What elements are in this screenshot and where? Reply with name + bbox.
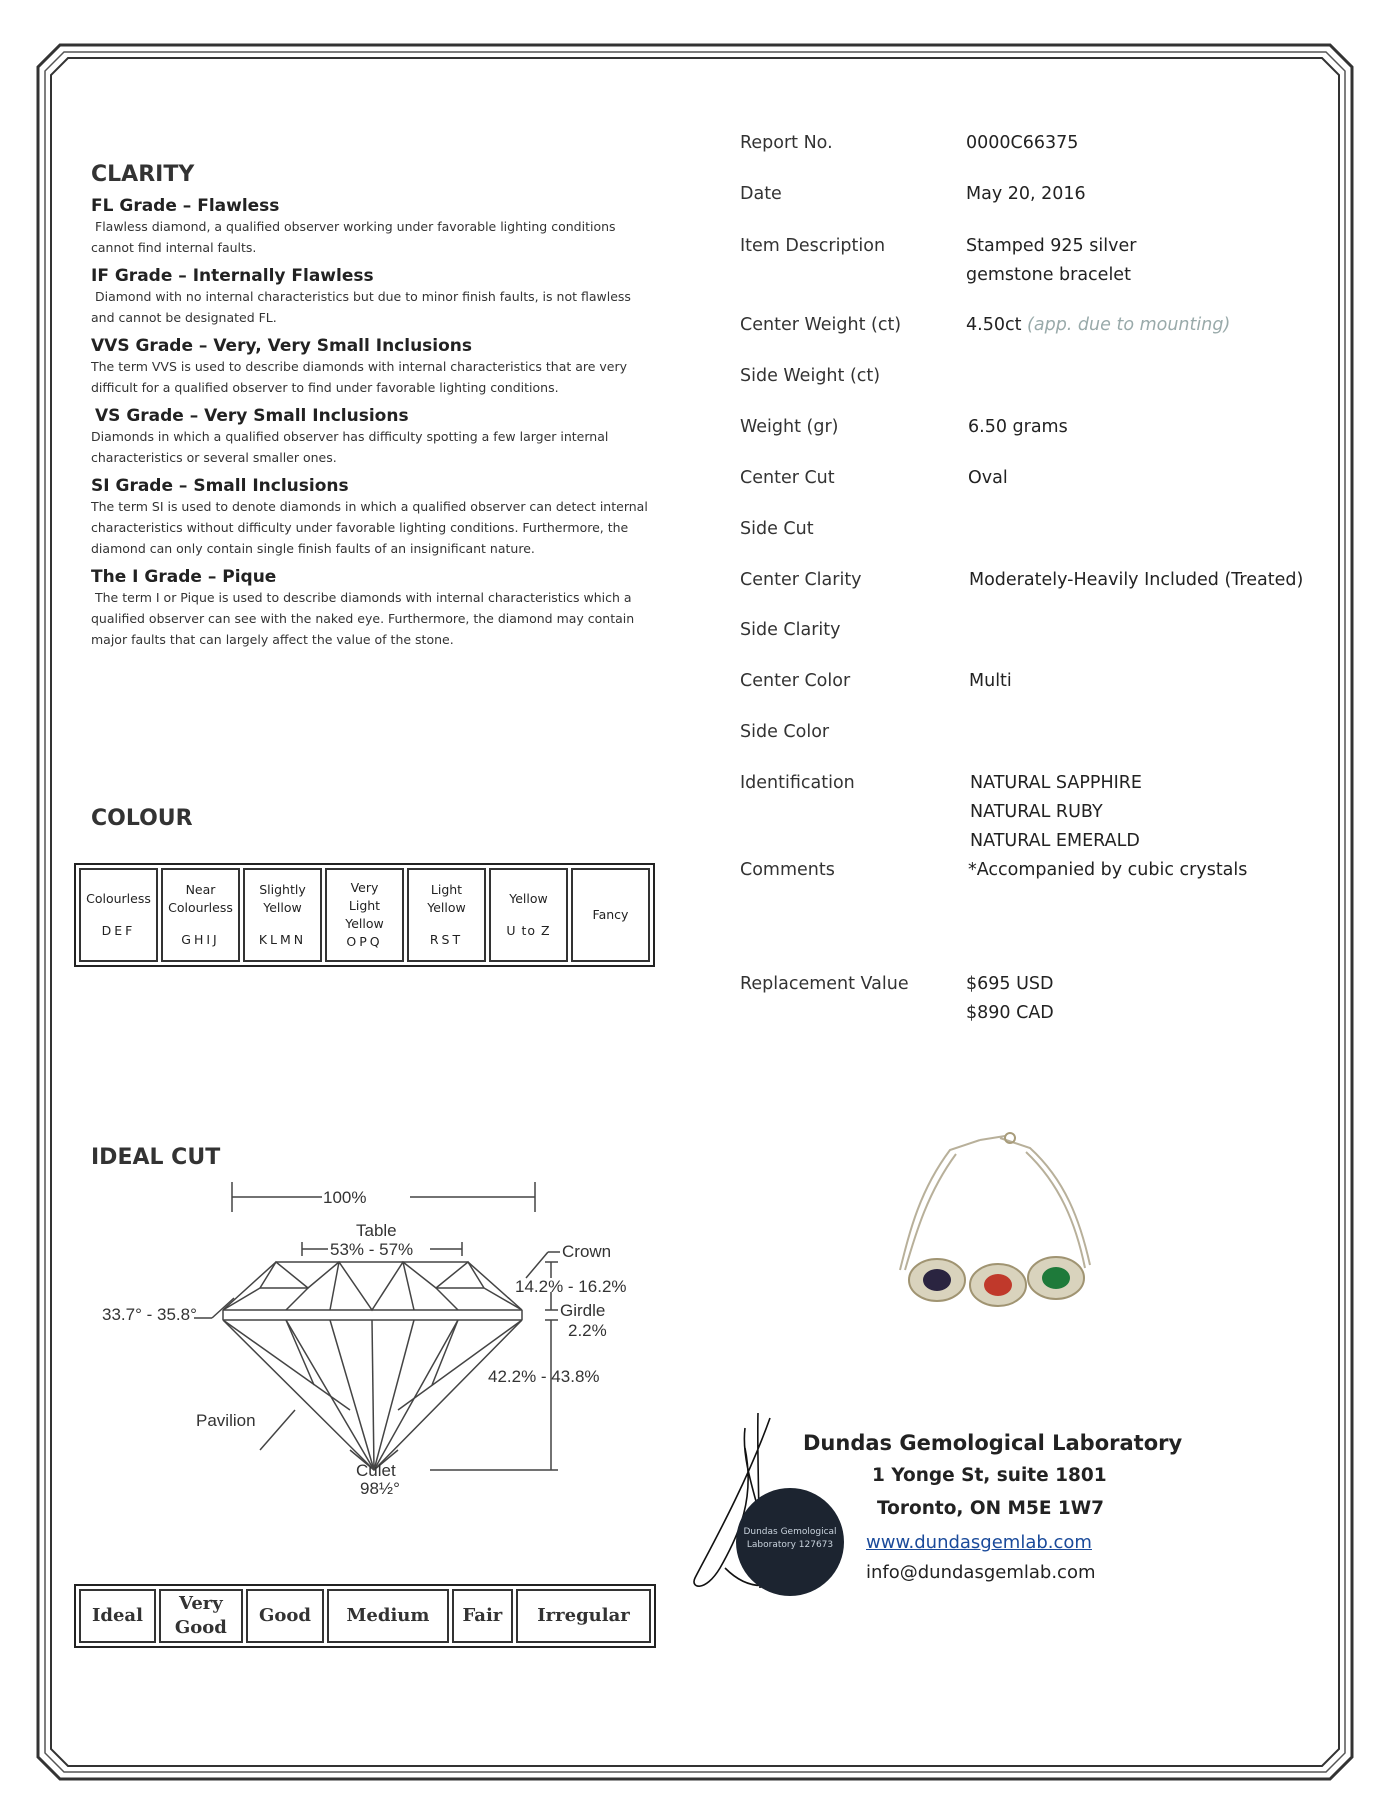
clarity-grade-vs	[91, 406, 651, 468]
colour-letters: RST	[429, 932, 464, 947]
row-label: Identification	[740, 773, 855, 793]
row-value: 6.50 grams	[968, 417, 1068, 437]
lab-name: Dundas Gemological Laboratory	[803, 1431, 1183, 1455]
row-value-wrap	[966, 311, 1230, 339]
chain-left	[900, 1140, 980, 1270]
row-label: Center Clarity	[740, 570, 862, 590]
lab-email[interactable]: info@dundasgemlab.com	[866, 1562, 1096, 1583]
label-culet-angle: 98½°	[360, 1479, 400, 1498]
row-value: NATURAL SAPPHIRE	[970, 773, 1142, 793]
colour-label: Colourless	[86, 891, 151, 906]
clarity-grade-if	[91, 266, 651, 328]
cut-grade-cell: Ideal	[79, 1589, 156, 1643]
grade-title: VS Grade – Very Small Inclusions	[95, 406, 409, 426]
row-value: Oval	[968, 468, 1008, 488]
row-label: Center Color	[740, 671, 851, 691]
clarity-grade-vvs	[91, 336, 651, 398]
bracelet-photo	[880, 1120, 1120, 1340]
row-note: (app. due to mounting)	[1027, 315, 1231, 335]
colour-cell	[489, 868, 568, 962]
label-width: 100%	[323, 1188, 367, 1207]
grade-desc-line: cannot find internal faults.	[91, 240, 257, 255]
row-value: 4.50ct	[966, 315, 1022, 335]
colour-cell	[79, 868, 158, 962]
grade-desc-line: Diamond with no internal characteristics but due to minor finish faults, is not flawless	[95, 289, 631, 304]
lab-website-link[interactable]: www.dundasgemlab.com	[866, 1532, 1092, 1553]
colour-letters: OPQ	[346, 934, 383, 949]
row-value: $890 CAD	[966, 1003, 1054, 1023]
label-crown: Crown	[562, 1242, 612, 1261]
row-label: Side Clarity	[740, 620, 841, 640]
clarity-grades	[91, 196, 651, 650]
cut-grade-table	[74, 1584, 656, 1648]
colour-letters: DEF	[101, 923, 136, 938]
clarity-title: CLARITY	[91, 162, 195, 187]
colour-cell	[161, 868, 240, 962]
row-label: Weight (gr)	[740, 417, 839, 437]
row-label: Date	[740, 184, 782, 204]
seal-text: Dundas Gemological Laboratory 127673	[743, 1527, 837, 1550]
colour-label: Near Colourless	[168, 882, 233, 915]
label-pavilion-depth: 42.2% - 43.8%	[488, 1367, 600, 1386]
colour-title: COLOUR	[91, 806, 193, 831]
chain-right	[1000, 1138, 1090, 1265]
grade-desc-line: and cannot be designated FL.	[91, 310, 277, 325]
grade-desc-line: The term VVS is used to describe diamonds with internal characteristics that are very	[91, 359, 628, 374]
row-value: 0000C66375	[966, 133, 1079, 153]
colour-label: Very Light Yellow	[345, 880, 384, 931]
label-girdle: Girdle	[560, 1301, 606, 1320]
grade-title: VVS Grade – Very, Very Small Inclusions	[91, 336, 473, 356]
grade-desc-line: difficult for a qualified observer to find under favorable lighting conditions.	[91, 380, 559, 395]
cut-grade-cell: Fair	[452, 1589, 513, 1643]
row-label: Item Description	[740, 236, 886, 256]
grade-desc-line: characteristics or several smaller ones.	[91, 450, 337, 465]
colour-letters: U to Z	[506, 923, 551, 938]
cut-grade-cell: Irregular	[516, 1589, 651, 1643]
label-girdle-pct: 2.2%	[568, 1321, 607, 1340]
clarity-grade-si	[91, 476, 651, 559]
colour-label: Light Yellow	[427, 882, 466, 915]
lab-seal	[736, 1488, 844, 1596]
row-value: gemstone bracelet	[966, 265, 1131, 285]
label-table-range: 53% - 57%	[330, 1240, 414, 1259]
row-label: Side Weight (ct)	[740, 366, 881, 386]
colour-cell	[571, 868, 650, 962]
row-value: NATURAL RUBY	[970, 802, 1103, 822]
row-label: Replacement Value	[740, 974, 909, 994]
diamond-proportions-diagram	[90, 1170, 670, 1500]
colour-label: Fancy	[592, 907, 629, 922]
row-label: Side Cut	[740, 519, 814, 539]
clarity-grade-i	[91, 567, 651, 650]
row-value: Moderately-Heavily Included (Treated)	[969, 570, 1304, 590]
grade-desc-line: major faults that can largely affect the value of the stone.	[91, 632, 454, 647]
row-value: May 20, 2016	[966, 184, 1086, 204]
grade-desc-line: The term SI is used to denote diamonds in which a qualified observer can detect internal	[91, 499, 648, 514]
chain-right-2	[1026, 1152, 1085, 1268]
cut-grade-cell: Medium	[327, 1589, 449, 1643]
lab-address-1: 1 Yonge St, suite 1801	[872, 1465, 1107, 1486]
row-label: Center Cut	[740, 468, 835, 488]
grade-title: FL Grade – Flawless	[91, 196, 280, 216]
row-label: Comments	[740, 860, 835, 880]
row-value: Stamped 925 silver	[966, 236, 1137, 256]
label-crown-angle: 33.7° - 35.8°	[102, 1305, 197, 1324]
grade-desc-line: qualified observer can see with the naked eye. Furthermore, the diamond may contain	[91, 611, 635, 626]
emerald-stone	[1042, 1267, 1070, 1289]
row-label: Center Weight (ct)	[740, 315, 902, 335]
label-culet: Culet	[356, 1461, 396, 1480]
colour-label: Slightly Yellow	[259, 882, 306, 915]
clarity-grade-fl	[91, 196, 651, 258]
row-value: NATURAL EMERALD	[970, 831, 1140, 851]
row-value: *Accompanied by cubic crystals	[968, 860, 1248, 880]
colour-cell	[325, 868, 404, 962]
row-value: $695 USD	[966, 974, 1054, 994]
cut-grade-cell: Good	[246, 1589, 324, 1643]
colour-cell	[243, 868, 322, 962]
grade-desc-line: The term I or Pique is used to describe diamonds with internal characteristics which a	[95, 590, 632, 605]
colour-scale-table	[74, 863, 655, 967]
grade-desc-line: diamond can only contain single finish faults of an insignificant nature.	[91, 541, 535, 556]
grade-title: SI Grade – Small Inclusions	[91, 476, 349, 496]
colour-letters: KLMN	[258, 932, 307, 947]
row-label: Report No.	[740, 133, 833, 153]
ruby-stone	[984, 1274, 1012, 1296]
colour-letters: GHIJ	[181, 932, 220, 947]
chain-left-2	[905, 1154, 956, 1270]
sapphire-stone	[923, 1269, 951, 1291]
grade-desc-line: Diamonds in which a qualified observer has difficulty spotting a few larger internal	[91, 429, 609, 444]
row-value: Multi	[969, 671, 1012, 691]
grade-desc-line: characteristics without difficulty under favorable lighting conditions. Furthermore, the	[91, 520, 629, 535]
lab-address-2: Toronto, ON M5E 1W7	[877, 1498, 1105, 1519]
grade-desc-line: Flawless diamond, a qualified observer working under favorable lighting conditions	[95, 219, 616, 234]
label-crown-height: 14.2% - 16.2%	[515, 1277, 627, 1296]
row-label: Side Color	[740, 722, 830, 742]
cut-grade-cell: Very Good	[159, 1589, 243, 1643]
grade-title: The I Grade – Pique	[91, 567, 277, 587]
colour-cell	[407, 868, 486, 962]
label-table: Table	[356, 1221, 397, 1240]
label-pavilion: Pavilion	[196, 1411, 256, 1430]
ideal-cut-title: IDEAL CUT	[91, 1145, 221, 1170]
grade-title: IF Grade – Internally Flawless	[91, 266, 374, 286]
colour-label: Yellow	[509, 891, 548, 906]
